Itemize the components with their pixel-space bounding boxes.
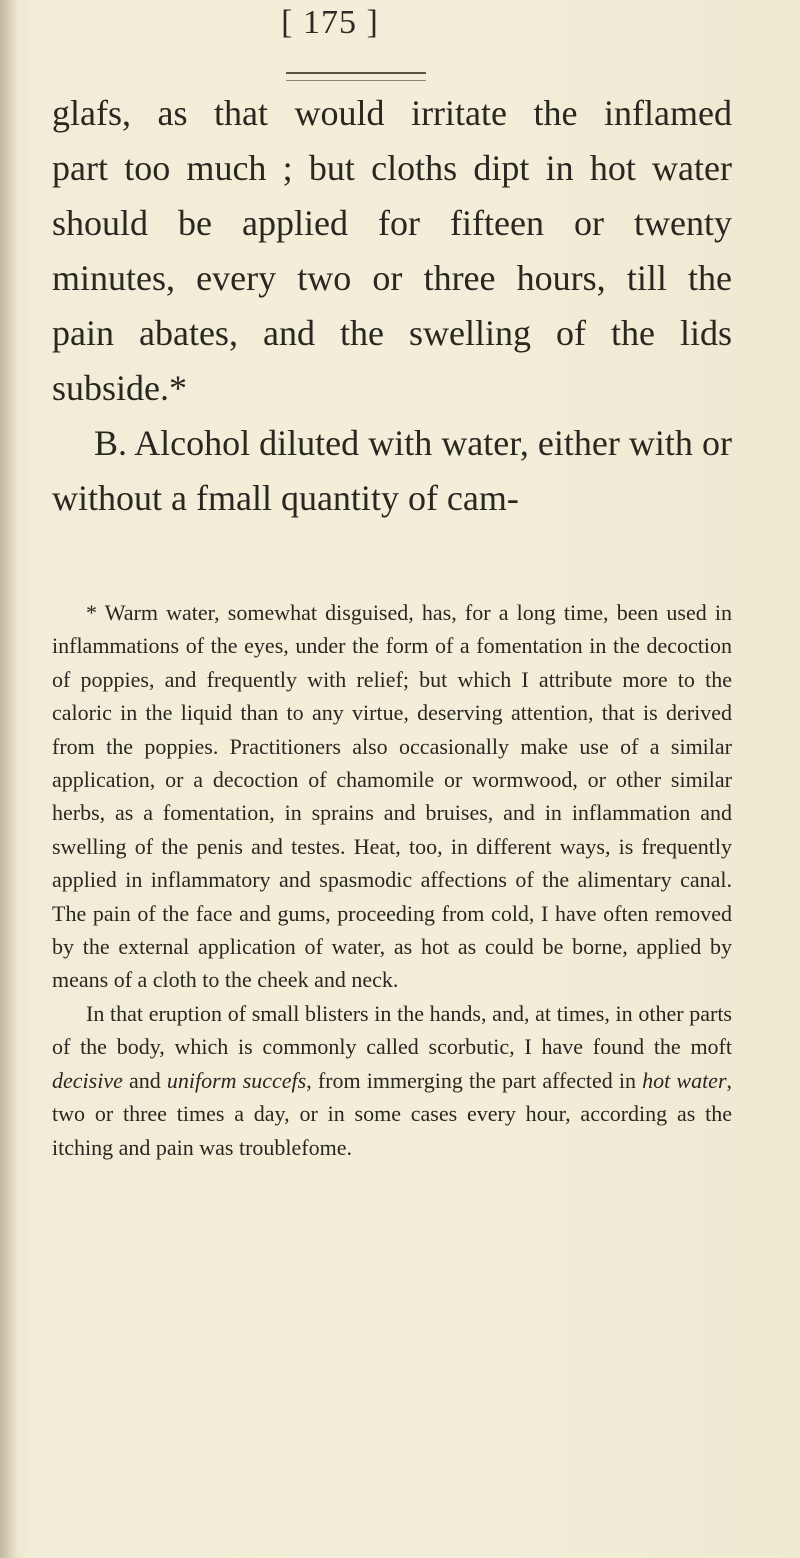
binding-shadow	[0, 0, 18, 1558]
footnote-p2-start: In that eruption of small blisters in the hands, and, at times, in other parts of the body, which is commonly called scorbutic, I have found the moft	[52, 1000, 732, 1060]
footnote-paragraph-1: * Warm water, somewhat disguised, has, for a long time, been used in inflammations of the eyes, under the form of a fomentation in the decoction of poppies, and frequently with relief; but which I attribute more to the caloric in the liquid than to any virtue, deserving attention, that is derived from the poppies. Practitioners also occasionally make use of a similar application, or a decoction of chamomile or wormwood, or other similar herbs, as a fomentation, in sprains and bruises, and in inflammation and swelling of the penis and testes. Heat, too, in different ways, is frequently applied in inflammatory and spasmodic affections of the alimentary canal. The pain of the face and gums, proceeding from cold, I have often removed by the external application of water, as hot as could be borne, applied by means of a cloth to the cheek and neck.	[52, 600, 732, 993]
header-rule	[286, 72, 426, 81]
main-line-2: part too much ; but cloths dipt in hot water	[52, 148, 732, 188]
item-b: B. Alcohol diluted with water, either with or without a fmall quantity of cam-	[52, 423, 732, 518]
emphasis-hot-water: hot water	[642, 1067, 727, 1093]
page-number: [ 175 ]	[281, 4, 379, 41]
footnote-p2-mid: , from immerging the part affected in	[306, 1067, 643, 1093]
footnote-paragraph-2	[52, 997, 732, 1164]
emphasis-uniform-success: uniform succefs	[166, 1067, 307, 1093]
main-text	[52, 86, 732, 526]
main-line-4: minutes, every two or three hours, till the	[52, 258, 732, 298]
main-line-1: glafs, as that would irritate the inflamed	[52, 93, 732, 133]
main-line-5: pain abates, and the swelling of the lids	[52, 313, 732, 353]
footnote-p2-and: and	[122, 1067, 167, 1093]
main-line-6: subside.*	[52, 368, 187, 408]
main-line-3: should be applied for fifteen or twenty	[52, 203, 732, 243]
footnote	[52, 596, 732, 1164]
footnote-p2-end: , two or three times a day, or in some cases every hour, according as the itching and pain was troublefome.	[52, 1067, 733, 1160]
emphasis-decisive: decisive	[52, 1067, 123, 1093]
